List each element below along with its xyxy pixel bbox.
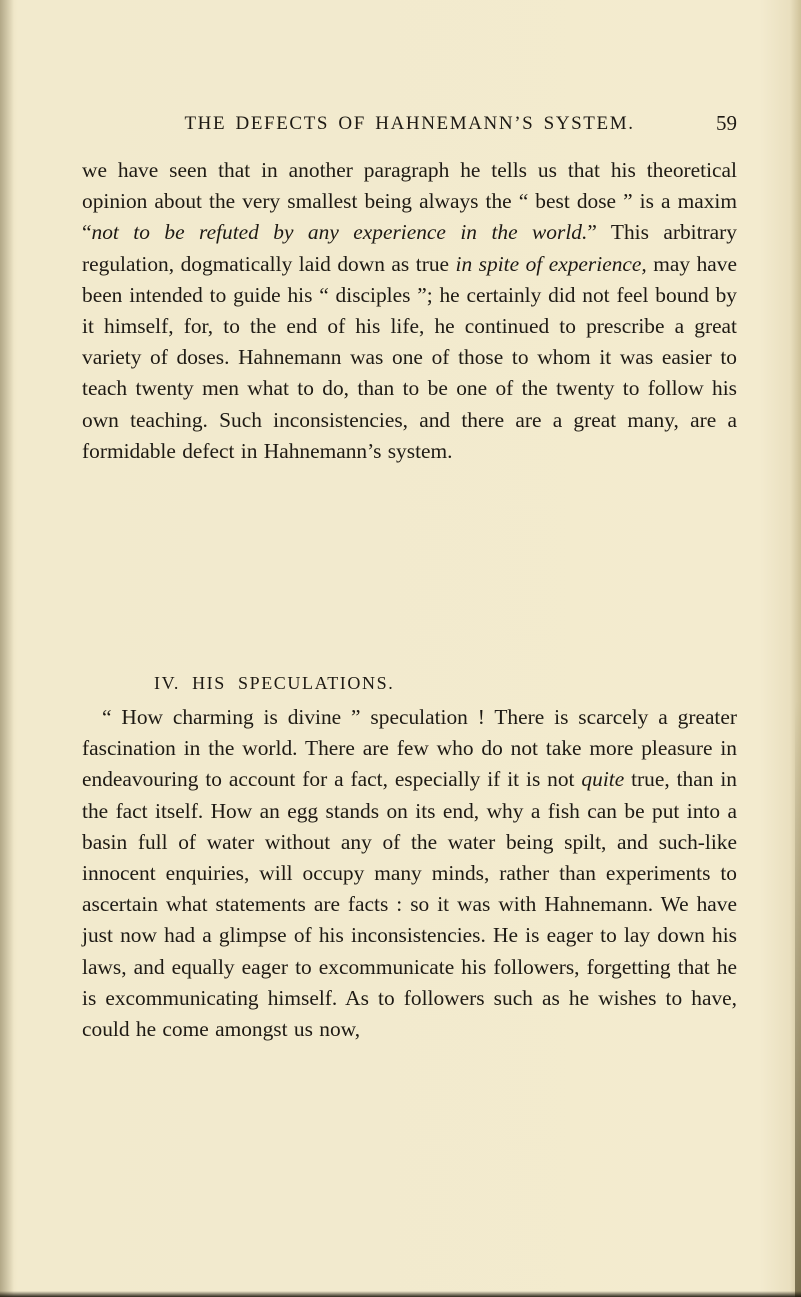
italic-quote: not to be refuted by any experience in the world. — [91, 220, 588, 245]
text-run: we have seen that in another paragraph he tells us that his theoretical opinion about the very smallest being always the “ best dose ” is a maxim “ — [82, 158, 737, 245]
paragraph-text — [82, 702, 737, 1045]
text-run: “ How charming is divine ” speculation ! There is scarcely a greater fascination in the world. There are few who do not take more pleasure in endeavouring to account for a fact, especially if it is not — [82, 705, 737, 792]
paragraph-speculations — [82, 702, 737, 1045]
page-bottom-edge — [0, 1291, 801, 1297]
text-run: true, than in the fact itself. How an egg stands on its end, why a fish can be put into a basin full of water without any of the water being spilt, and such-like innocent enquiries, will occupy many minds, rather than experiments to ascertain what statements are facts : so it was with Hahnemann. We have just now had a glimpse of his inconsistencies. He is eager to lay down his laws, and equally eager to excommunicate his followers, forgetting that he is excommunicating himself. As to followers such as he wishes to have, could he come amongst us now, — [82, 767, 737, 1042]
running-head — [82, 113, 737, 139]
italic-phrase: in spite of experience, — [455, 251, 647, 276]
page-gutter-shadow — [0, 0, 14, 1297]
page-number: 59 — [716, 111, 737, 135]
paragraph-text — [82, 155, 737, 467]
paragraph-continued — [82, 155, 737, 467]
text-run: may have been intended to guide his “ disciples ”; he certainly did not feel bound by it himself, for, to the end of his life, he continued to prescribe a great variety of doses. Hahnemann was one of those to whom it was easier to teach twenty men what to do, than to be one of the twenty to follow his own teaching. Such inconsistencies, and there are a great many, are a formidable defect in Hahnemann’s system. — [82, 251, 737, 463]
page-edge-shadow — [795, 700, 801, 1297]
italic-word: quite — [581, 767, 625, 792]
section-heading: IV. HIS SPECULATIONS. — [154, 673, 395, 693]
text-run: ” This arbitrary regulation, dogmatically laid down as true — [82, 220, 737, 276]
running-title: THE DEFECTS OF HAHNEMANN’S SYSTEM. — [184, 113, 635, 134]
